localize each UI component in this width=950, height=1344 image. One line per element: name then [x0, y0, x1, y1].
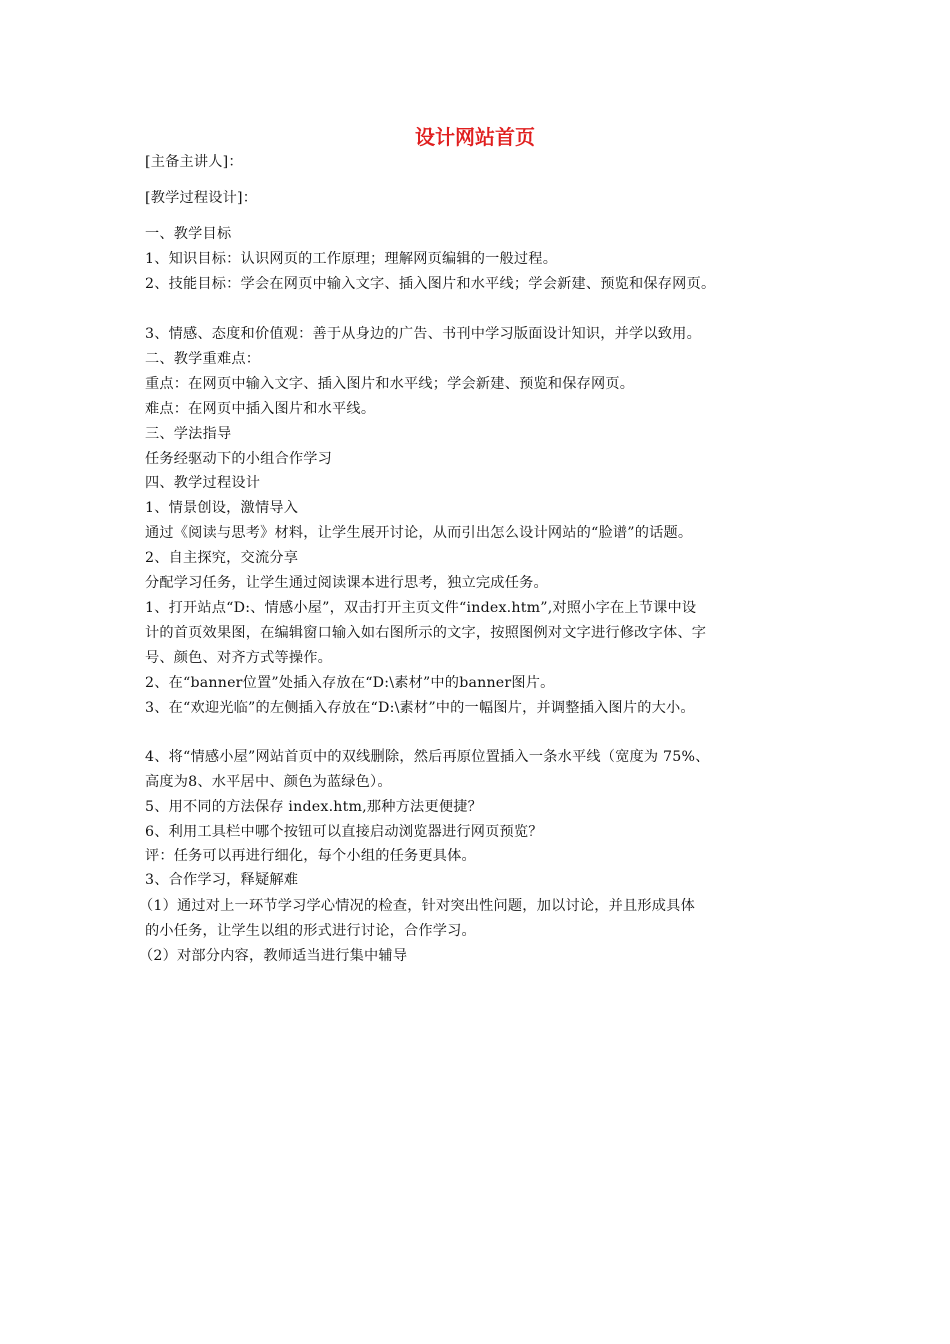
text-line: 3、情感、态度和价值观：善于从身边的广告、书刊中学习版面设计知识，并学以致用。 [145, 326, 701, 342]
text-line: 4、将“情感小屋”网站首页中的双线删除，然后再原位置插入一条水平线（宽度为 75%、 [145, 749, 710, 765]
text-line: 6、利用工具栏中哪个按钮可以直接启动浏览器进行网页预览？ [145, 824, 543, 840]
text-line: 评：任务可以再进行细化，每个小组的任务更具体。 [145, 848, 476, 864]
text-line: 1、情景创设，激情导入 [145, 500, 299, 516]
text-line: 1、打开站点“D:、情感小屋”，双击打开主页文件“index.htm”,对照小字在上节课中设 [145, 600, 697, 616]
text-line: 2、技能目标：学会在网页中输入文字、插入图片和水平线；学会新建、预览和保存网页。 [145, 276, 716, 292]
text-line: （1）通过对上一环节学习学心情况的检查，针对突出性问题，加以讨论，并且形成具体 [139, 898, 695, 914]
text-line: 2、在“banner位置”处插入存放在“D:\素材”中的banner图片。 [145, 675, 555, 691]
section-heading: 三、学法指导 [145, 426, 232, 442]
text-line: 计的首页效果图，在编辑窗口输入如右图所示的文字，按照图例对文字进行修改字体、字 [145, 625, 707, 641]
document-title: 设计网站首页 [415, 125, 535, 149]
text-line: （2）对部分内容，教师适当进行集中辅导 [139, 948, 408, 964]
text-line: 高度为8、水平居中、颜色为蓝绿色）。 [145, 774, 392, 790]
text-line: 通过《阅读与思考》材料，让学生展开讨论，从而引出怎么设计网站的“脸谱”的话题。 [145, 525, 693, 541]
text-line: 号、颜色、对齐方式等操作。 [145, 650, 333, 666]
section-heading: 一、教学目标 [145, 226, 232, 242]
text-line: [主备主讲人]： [145, 154, 243, 170]
text-line: 5、用不同的方法保存 index.htm,那种方法更便捷？ [145, 799, 482, 815]
section-heading: 二、教学重难点： [145, 351, 261, 367]
text-line: 3、合作学习，释疑解难 [145, 872, 299, 888]
text-line: 分配学习任务，让学生通过阅读课本进行思考，独立完成任务。 [145, 575, 548, 591]
text-line: 难点：在网页中插入图片和水平线。 [145, 401, 376, 417]
text-line: 重点：在网页中输入文字、插入图片和水平线；学会新建、预览和保存网页。 [145, 376, 635, 392]
text-line: 1、知识目标：认识网页的工作原理；理解网页编辑的一般过程。 [145, 251, 558, 267]
text-line: 2、自主探究，交流分享 [145, 550, 299, 566]
text-line: [教学过程设计]： [145, 190, 258, 206]
section-heading: 四、教学过程设计 [145, 475, 261, 491]
text-line: 任务经驱动下的小组合作学习 [145, 451, 333, 467]
text-line: 3、在“欢迎光临”的左侧插入存放在“D:\素材”中的一幅图片，并调整插入图片的大小。 [145, 700, 695, 716]
text-line: 的小任务，让学生以组的形式进行讨论，合作学习。 [145, 923, 476, 939]
